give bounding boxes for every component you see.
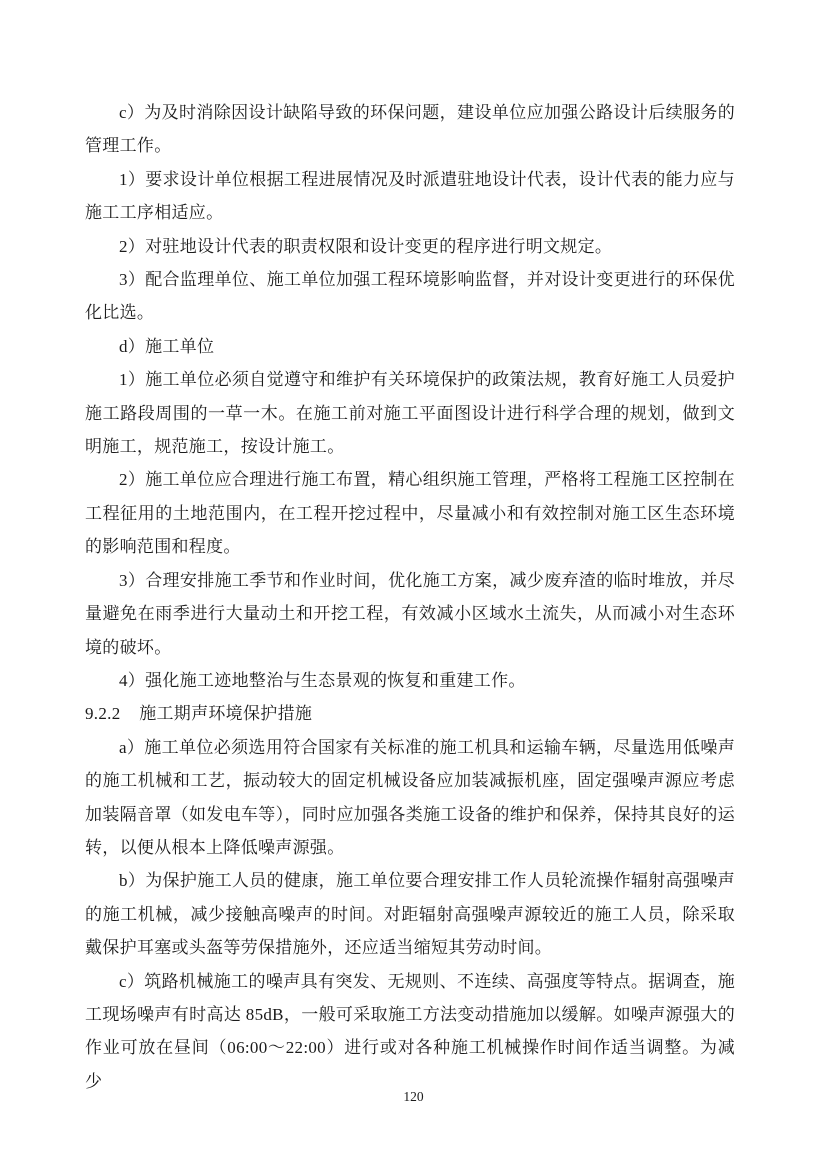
paragraph: 2）施工单位应合理进行施工布置，精心组织施工管理，严格将工程施工区控制在工程征用的土地范围内，在工程开挖过程中，尽量减小和有效控制对施工区生态环境的影响范围和程度。 <box>85 470 735 557</box>
section-title: 施工期声环境保护措施 <box>139 704 313 724</box>
paragraph: d）施工单位 <box>119 336 215 356</box>
section-number: 9.2.2 <box>85 704 121 724</box>
section-heading <box>85 697 735 730</box>
paragraph: 3）合理安排施工季节和作业时间，优化施工方案，减少废弃渣的临时堆放，并尽量避免在雨季进行大量动土和开挖工程，有效减小区域水土流失，从而减小对生态环境的破坏。 <box>85 570 735 657</box>
paragraph: c）筑路机械施工的噪声具有突发、无规则、不连续、高强度等特点。据调查，施工现场噪声有时高达 85dB，一般可采取施工方法变动措施加以缓解。如噪声源强大的作业可放在昼间（06:00～22:00）进行或对各种施工机械操作时间作适当调整。为减少 <box>85 971 735 1091</box>
paragraph: c）为及时消除因设计缺陷导致的环保问题，建设单位应加强公路设计后续服务的管理工作。 <box>85 103 735 156</box>
page-number: 120 <box>403 1089 424 1104</box>
paragraph: 1）要求设计单位根据工程进展情况及时派遣驻地设计代表，设计代表的能力应与施工工序相适应。 <box>85 169 735 223</box>
paragraph: 1）施工单位必须自觉遵守和维护有关环境保护的政策法规，教育好施工人员爱护施工路段周围的一草一木。在施工前对施工平面图设计进行科学合理的规划，做到文明施工，规范施工，按设计施工。 <box>85 370 735 457</box>
paragraph: 3）配合监理单位、施工单位加强工程环境影响监督，并对设计变更进行的环保优化比选。 <box>85 270 735 323</box>
paragraph: b）为保护施工人员的健康，施工单位要合理安排工作人员轮流操作辐射高强噪声的施工机械，减少接触高噪声的时间。对距辐射高强噪声源较近的施工人员，除采取戴保护耳塞或头盔等劳保措施外，还应适当缩短其劳动时间。 <box>85 871 735 958</box>
paragraph: 4）强化施工迹地整治与生态景观的恢复和重建工作。 <box>119 670 526 690</box>
paragraph: a）施工单位必须选用符合国家有关标准的施工机具和运输车辆，尽量选用低噪声的施工机械和工艺，振动较大的固定机械设备应加装减振机座，固定强噪声源应考虑加装隔音罩（如发电车等），同时应加强各类施工设备的维护和保养，保持其良好的运转，以便从根本上降低噪声源强。 <box>85 737 735 857</box>
paragraph: 2）对驻地设计代表的职责权限和设计变更的程序进行明文规定。 <box>119 236 613 256</box>
text-block <box>85 96 735 1098</box>
